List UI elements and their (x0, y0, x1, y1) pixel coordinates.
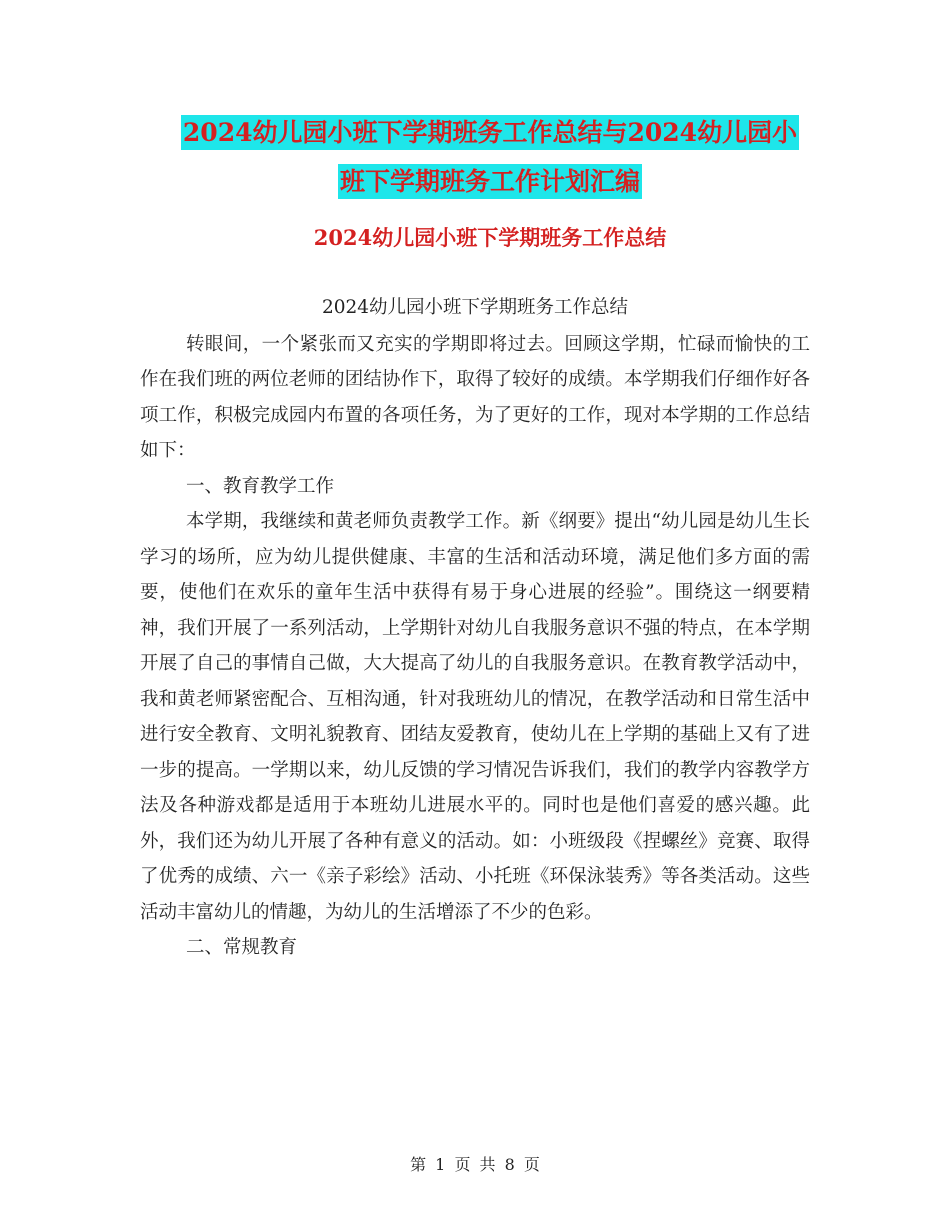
paragraph-teaching-work: 本学期，我继续和黄老师负责教学工作。新《纲要》提出“幼儿园是幼儿生长学习的场所，应为幼儿提供健康、丰富的生活和活动环境，满足他们多方面的需要，使他们在欢乐的童年生活中获得有易于身心进展的经验”。围绕这一纲要精神，我们开展了一系列活动，上学期针对幼儿自我服务意识不强的特点，在本学期开展了自己的事情自己做，大大提高了幼儿的自我服务意识。在教育教学活动中，我和黄老师紧密配合、互相沟通，针对我班幼儿的情况，在教学活动和日常生活中进行安全教育、文明礼貌教育、团结友爱教育，使幼儿在上学期的基础上又有了进一步的提高。一学期以来，幼儿反馈的学习情况告诉我们，我们的教学内容教学方法及各种游戏都是适用于本班幼儿进展水平的。同时也是他们喜爱的感兴趣。此外，我们还为幼儿开展了各种有意义的活动。如：小班级段《捏螺丝》竞赛、取得了优秀的成绩、六一《亲子彩绘》活动、小托班《环保泳装秀》等各类活动。这些活动丰富幼儿的情趣，为幼儿的生活增添了不少的色彩。 (140, 511, 810, 923)
section-title: 2024幼儿园小班下学期班务工作总结 (313, 225, 667, 250)
document-subtitle: 2024幼儿园小班下学期班务工作总结 (321, 297, 629, 318)
heading-routine-education: 二、常规教育 (186, 937, 298, 958)
document-title (140, 108, 840, 206)
document-title-line-2: 班下学期班务工作计划汇编 (338, 164, 642, 199)
paragraph-intro: 转眼间，一个紧张而又充实的学期即将过去。回顾这学期，忙碌而愉快的工作在我们班的两位老师的团结协作下，取得了较好的成绩。本学期我们仔细作好各项工作，积极完成园内布置的各项任务，为了更好的工作，现对本学期的工作总结如下： (140, 333, 810, 461)
document-title-line-1: 2024幼儿园小班下学期班务工作总结与2024幼儿园小 (181, 115, 799, 150)
heading-teaching-work: 一、教育教学工作 (186, 475, 335, 497)
page-footer: 第 1 页 共 8 页 (410, 1155, 540, 1174)
document-body (140, 290, 810, 966)
